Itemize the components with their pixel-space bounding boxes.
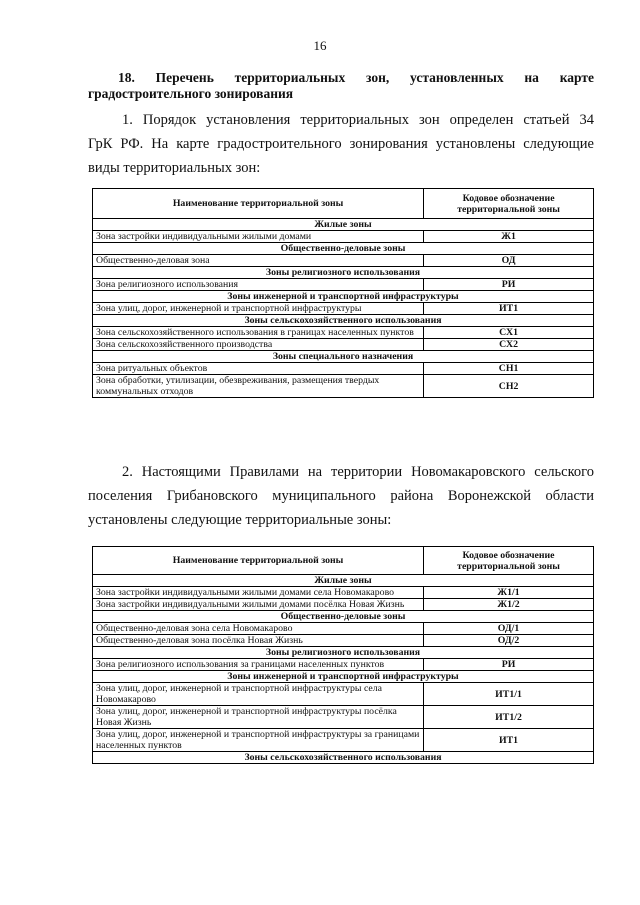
table-row (93, 659, 594, 671)
zone-code-cell: ИТ1 (424, 303, 594, 315)
table-group-row (93, 752, 594, 764)
zone-name-cell: Зона религиозного использования за границами населенных пунктов (93, 659, 424, 671)
heading-line-2: градостроительного зонирования (88, 86, 294, 101)
table-row (93, 683, 594, 706)
zone-group-label: Зоны религиозного использования (93, 647, 594, 659)
zone-name-cell: Зона сельскохозяйственного производства (93, 339, 424, 351)
zone-code-cell: ОД/2 (424, 635, 594, 647)
column-header-name: Наименование территориальной зоны (93, 547, 424, 575)
zone-group-label: Общественно-деловые зоны (93, 611, 594, 623)
table-row (93, 623, 594, 635)
table-row (93, 599, 594, 611)
paragraph-2 (88, 460, 594, 532)
zone-name-cell: Зона застройки индивидуальными жилыми домами посёлка Новая Жизнь (93, 599, 424, 611)
table-group-row (93, 315, 594, 327)
table-row (93, 363, 594, 375)
zone-name-cell: Общественно-деловая зона (93, 255, 424, 267)
zone-group-label: Жилые зоны (93, 219, 594, 231)
paragraph-2-line-2: поселения Грибановского муниципального района Воронежской области (88, 488, 594, 504)
table-row (93, 587, 594, 599)
table-group-row (93, 351, 594, 363)
table-row (93, 303, 594, 315)
table-group-row (93, 575, 594, 587)
table-header-row (93, 547, 594, 575)
zone-group-label: Зоны специального назначения (93, 351, 594, 363)
zone-code-cell: СН1 (424, 363, 594, 375)
heading-line-1: 18. Перечень территориальных зон, установленных на карте (118, 70, 594, 85)
table-row (93, 255, 594, 267)
zone-name-cell: Общественно-деловая зона посёлка Новая Жизнь (93, 635, 424, 647)
table-header-row (93, 189, 594, 219)
zones-table-2 (92, 546, 594, 764)
paragraph-2-line-3: установлены следующие территориальные зоны: (88, 512, 392, 528)
zone-name-cell: Зона сельскохозяйственного использования в границах населенных пунктов (93, 327, 424, 339)
zone-group-label: Зоны религиозного использования (93, 267, 594, 279)
table-group-row (93, 243, 594, 255)
paragraph-2-line-1: 2. Настоящими Правилами на территории Новомакаровского сельского (122, 464, 594, 480)
table-row (93, 635, 594, 647)
zone-code-cell: Ж1/2 (424, 599, 594, 611)
page-number: 16 (313, 38, 327, 53)
table-group-row (93, 219, 594, 231)
table-row (93, 375, 594, 398)
zone-code-cell: ИТ1 (424, 729, 594, 752)
table-group-row (93, 267, 594, 279)
section-heading (88, 70, 594, 102)
zone-code-cell: СХ1 (424, 327, 594, 339)
zone-name-cell: Зона улиц, дорог, инженерной и транспортной инфраструктуры села Новомакарово (93, 683, 424, 706)
table-group-row (93, 291, 594, 303)
table-row (93, 327, 594, 339)
table-row (93, 729, 594, 752)
table-group-row (93, 647, 594, 659)
zone-group-label: Жилые зоны (93, 575, 594, 587)
table-group-row (93, 671, 594, 683)
paragraph-1-line-2: ГрК РФ. На карте градостроительного зонирования установлены следующие (88, 136, 594, 152)
zone-group-label: Зоны сельскохозяйственного использования (93, 315, 594, 327)
paragraph-1 (88, 108, 594, 180)
zone-name-cell: Зона улиц, дорог, инженерной и транспортной инфраструктуры (93, 303, 424, 315)
zone-code-cell: Ж1/1 (424, 587, 594, 599)
column-header-name: Наименование территориальной зоны (93, 189, 424, 219)
table-group-row (93, 611, 594, 623)
zone-name-cell: Зона обработки, утилизации, обезвреживания, размещения твердых коммунальных отходов (93, 375, 424, 398)
zone-code-cell: ИТ1/2 (424, 706, 594, 729)
zone-code-cell: ОД (424, 255, 594, 267)
paragraph-1-line-3: виды территориальных зон: (88, 160, 261, 176)
zone-code-cell: Ж1 (424, 231, 594, 243)
table-row (93, 339, 594, 351)
zone-group-label: Зоны инженерной и транспортной инфраструктуры (93, 291, 594, 303)
zone-code-cell: СН2 (424, 375, 594, 398)
table-row (93, 231, 594, 243)
zone-name-cell: Зона улиц, дорог, инженерной и транспортной инфраструктуры посёлка Новая Жизнь (93, 706, 424, 729)
zone-group-label: Общественно-деловые зоны (93, 243, 594, 255)
zone-group-label: Зоны сельскохозяйственного использования (93, 752, 594, 764)
zone-name-cell: Зона застройки индивидуальными жилыми домами села Новомакарово (93, 587, 424, 599)
column-header-code: Кодовое обозначение территориальной зоны (424, 189, 594, 219)
zone-name-cell: Зона ритуальных объектов (93, 363, 424, 375)
zone-code-cell: ИТ1/1 (424, 683, 594, 706)
zone-code-cell: ОД/1 (424, 623, 594, 635)
paragraph-1-line-1: 1. Порядок установления территориальных зон определен статьей 34 (122, 112, 594, 128)
column-header-code: Кодовое обозначение территориальной зоны (424, 547, 594, 575)
zones-table-1 (92, 188, 594, 398)
zone-code-cell: РИ (424, 279, 594, 291)
zone-code-cell: СХ2 (424, 339, 594, 351)
zone-code-cell: РИ (424, 659, 594, 671)
zone-name-cell: Зона улиц, дорог, инженерной и транспортной инфраструктуры за границами населенных пунктов (93, 729, 424, 752)
table-row (93, 706, 594, 729)
zone-name-cell: Зона застройки индивидуальными жилыми домами (93, 231, 424, 243)
zone-name-cell: Зона религиозного использования (93, 279, 424, 291)
zone-name-cell: Общественно-деловая зона села Новомакарово (93, 623, 424, 635)
zone-group-label: Зоны инженерной и транспортной инфраструктуры (93, 671, 594, 683)
table-row (93, 279, 594, 291)
